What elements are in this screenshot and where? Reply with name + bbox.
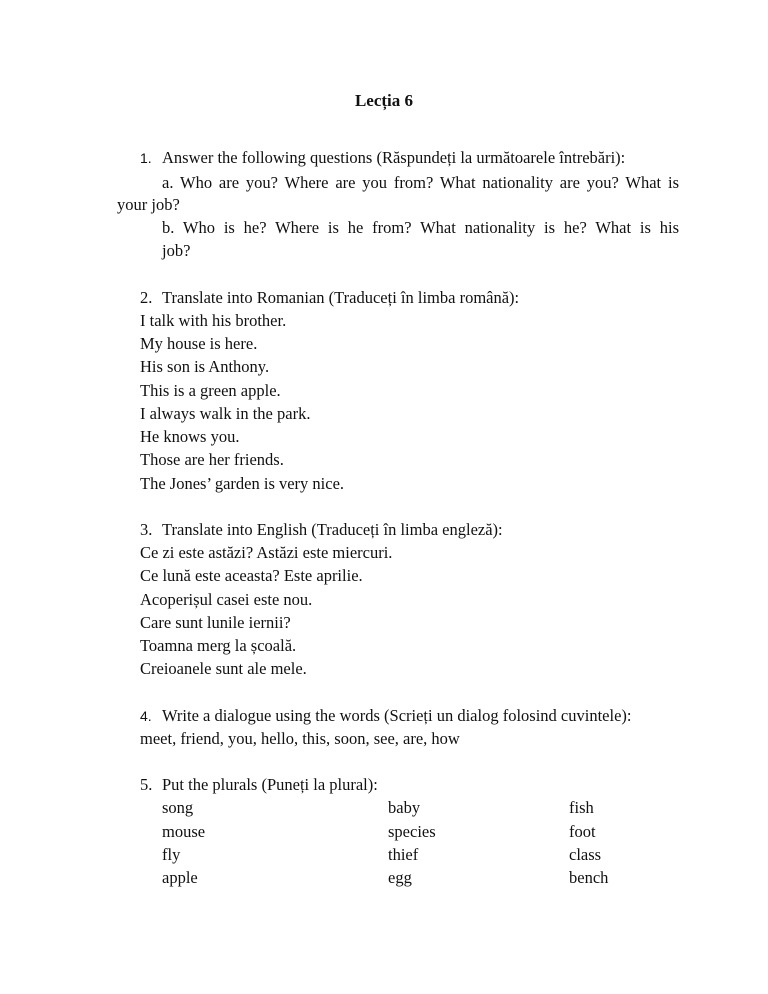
plural-word: fish bbox=[569, 798, 594, 817]
sentence-item: Care sunt lunile iernii? bbox=[140, 613, 291, 632]
sentence-item: The Jones’ garden is very nice. bbox=[140, 474, 345, 493]
section-5-heading-line bbox=[140, 775, 378, 795]
sentence-item: Toamna merg la școală. bbox=[140, 636, 297, 655]
plural-word: bench bbox=[569, 868, 609, 887]
section-3-number: 3. bbox=[140, 520, 153, 539]
question-b-line1: b. Who is he? Where is he from? What nationality is he? What is his bbox=[162, 218, 679, 237]
sentence-item: This is a green apple. bbox=[140, 381, 281, 400]
sentence-item: He knows you. bbox=[140, 427, 240, 446]
plural-word: mouse bbox=[162, 822, 206, 841]
section-1-number: 1. bbox=[140, 150, 152, 166]
plural-word: song bbox=[162, 798, 194, 817]
sentence-item: Ce zi este astăzi? Astăzi este miercuri. bbox=[140, 543, 393, 562]
plural-word: apple bbox=[162, 868, 198, 887]
section-1-heading: Answer the following questions (Răspundeți la următoarele întrebări): bbox=[162, 148, 626, 167]
sentence-item: Creioanele sunt ale mele. bbox=[140, 659, 307, 678]
section-5-heading: Put the plurals (Puneți la plural): bbox=[162, 775, 378, 794]
question-b-line2: job? bbox=[162, 241, 191, 260]
plural-word: fly bbox=[162, 845, 181, 864]
plural-word: foot bbox=[569, 822, 596, 841]
sentence-item: Acoperișul casei este nou. bbox=[140, 590, 313, 609]
sentence-item: Those are her friends. bbox=[140, 450, 284, 469]
question-a-line2: your job? bbox=[117, 195, 180, 214]
section-4-number: 4. bbox=[140, 708, 152, 724]
page-title: Lecția 6 bbox=[354, 91, 414, 110]
plural-word: class bbox=[569, 845, 602, 864]
section-2-heading: Translate into Romanian (Traduceți în limba română): bbox=[162, 288, 520, 307]
word-list: meet, friend, you, hello, this, soon, see, are, how bbox=[140, 729, 460, 748]
question-a-line1: a. Who are you? Where are you from? What nationality are you? What is bbox=[162, 173, 679, 192]
sentence-item: My house is here. bbox=[140, 334, 258, 353]
section-4-heading: Write a dialogue using the words (Scrieți un dialog folosind cuvintele): bbox=[162, 706, 632, 725]
section-2-number: 2. bbox=[140, 288, 153, 307]
section-3-heading: Translate into English (Traduceți în limba engleză): bbox=[162, 520, 503, 539]
section-3-heading-line bbox=[140, 520, 503, 540]
sentence-item: Ce lună este aceasta? Este aprilie. bbox=[140, 566, 363, 585]
sentence-item: His son is Anthony. bbox=[140, 357, 270, 376]
section-4-heading-line bbox=[140, 706, 631, 726]
plural-word: thief bbox=[388, 845, 419, 864]
plural-word: baby bbox=[388, 798, 421, 817]
section-1-heading-line bbox=[140, 148, 625, 168]
section-2-heading-line bbox=[140, 288, 519, 308]
sentence-item: I talk with his brother. bbox=[140, 311, 287, 330]
sentence-item: I always walk in the park. bbox=[140, 404, 311, 423]
plural-word: species bbox=[388, 822, 436, 841]
section-5-number: 5. bbox=[140, 775, 153, 794]
plural-word: egg bbox=[388, 868, 412, 887]
